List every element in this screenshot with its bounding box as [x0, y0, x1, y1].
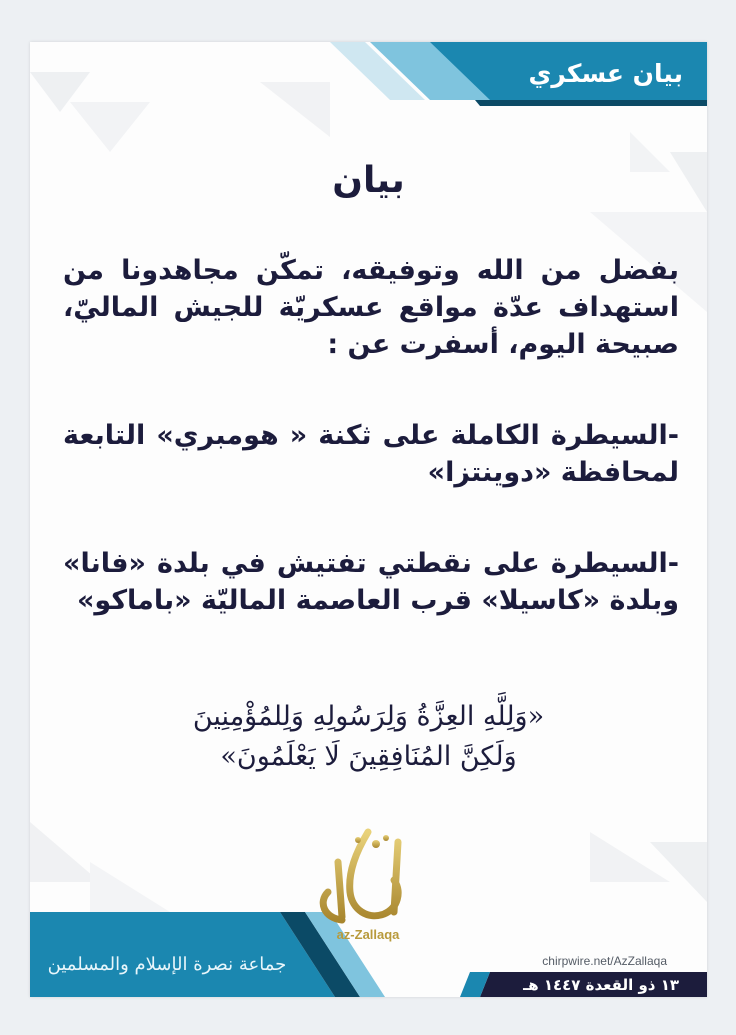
paragraph-point-2: -السيطرة على نقطتي تفتيش في بلدة «فانا» وبلدة «كاسيلا» قرب العاصمة الماليّة «باماكو»: [63, 548, 679, 616]
paragraph-intro: بفضل من الله وتوفيقه، تمكّن مجاهدونا من استهداف عدّة مواقع عسكريّة للجيش الماليّ، صبيحة اليوم، أسفرت عن :: [63, 255, 679, 360]
organization-name: جماعة نصرة الإسلام والمسلمين: [47, 954, 287, 975]
hijri-date: ١٣ ذو القعدة ١٤٤٧ هـ: [523, 976, 679, 994]
quran-verse: [90, 697, 647, 777]
page-title: بيان: [332, 160, 405, 201]
logo-calligraphy-icon: [298, 822, 438, 932]
header-label: بيان عسكري: [528, 59, 683, 88]
source-url[interactable]: chirpwire.net/AzZallaqa: [542, 954, 667, 968]
quran-verse-line-2: وَلَكِنَّ المُنَافِقِينَ لَا يَعْلَمُونَ»: [220, 741, 517, 772]
quran-verse-line-1: «وَلِلَّهِ العِزَّةُ وَلِرَسُولِهِ وَلِلمُؤْمِنِينَ: [192, 701, 545, 732]
statement-page: [30, 42, 707, 997]
az-zallaqa-logo: [298, 822, 438, 942]
paragraph-point-1: -السيطرة الكاملة على ثكنة « هومبري» التابعة لمحافظة «دوينتزا»: [63, 420, 679, 488]
logo-latin-text: az-Zallaqa: [336, 927, 400, 942]
